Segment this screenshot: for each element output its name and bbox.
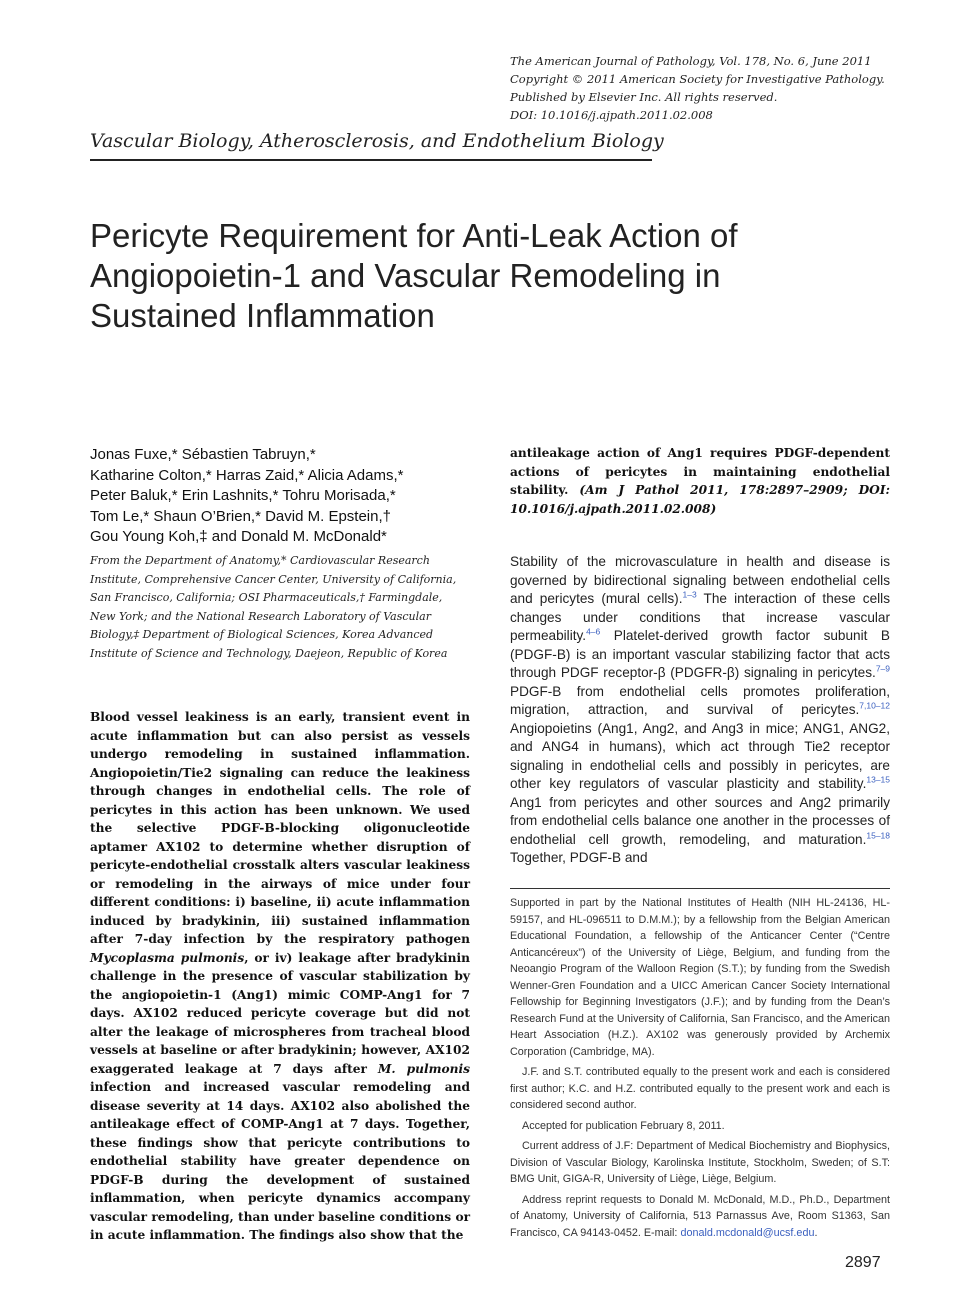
footnote-reprint [510,1192,890,1242]
affiliation-line: San Francisco, California; OSI Pharmaceuticals,† Farmingdale, [90,591,443,604]
footnote-accepted: Accepted for publication February 8, 2011. [522,1119,725,1132]
title-line: Angiopoietin-1 and Vascular Remodeling in [90,257,721,294]
reference-link[interactable]: 7,10–12 [859,700,890,711]
author-list [90,445,480,548]
page-number: 2897 [845,1254,881,1271]
reference-link[interactable]: 13–15 [866,774,890,785]
journal-line: DOI: 10.1016/j.ajpath.2011.02.008 [510,108,713,122]
author-line: Gou Young Koh,‡ and Donald M. McDonald* [90,528,387,545]
reference-link[interactable]: 7–9 [875,663,890,674]
title-line: Pericyte Requirement for Anti-Leak Action of [90,217,738,254]
introduction-paragraph [510,553,890,868]
reprint-text: Address reprint requests to Donald M. McDonald, M.D., Ph.D., Department of Anatomy, University of California, 513 Parnassus Ave, Room S1363, San Francisco, CA 94143-0452. E-mail: [510,1193,890,1239]
intro-text: The interaction of these cells changes under conditions that increase vascular permeability. [510,591,890,643]
abstract [90,708,470,1245]
affiliations [90,552,470,663]
title-line: Sustained Inflammation [90,297,435,334]
intro-text: PDGF-B from endothelial cells promotes proliferation, migration, attraction, and survival of pericytes. [510,683,890,717]
email-link[interactable]: donald.mcdonald@ucsf.edu [680,1226,815,1239]
affiliation-line: Institute of Science and Technology, Daejeon, Republic of Korea [90,646,448,660]
reference-link[interactable]: 4–6 [586,626,601,637]
affiliation-line: Biology,‡ Department of Biological Sciences, Korea Advanced [90,628,434,641]
footnote-contributions: J.F. and S.T. contributed equally to the present work and each is considered first author; K.C. and H.Z. contributed equally to the present work and each is considered second author. [510,1066,890,1111]
abstract-text: Blood vessel leakiness is an early, transient event in acute inflammation but can also persist as vessels undergo remodeling in sustained inflammation. Angiopoietin/Tie2 signaling can reduce the leakiness through changes in endothelial cells. The role of pericytes in this action has been unknown. We used the selective PDGF-B-blocking oligonucleotide aptamer AX102 to determine whether disruption of pericyte-endothelial crosstalk alters vascular leakiness or remodeling in the airways of mice under four different conditions: i) baseline, ii) acute inflammation induced by bradykinin, iii) sustained inflammation after 7-day infection by the respiratory pathogen [90,710,470,946]
affiliation-line: From the Department of Anatomy,* Cardiovascular Research [90,554,430,567]
section-heading: Vascular Biology, Atherosclerosis, and Endothelium Biology [90,130,664,152]
journal-line: Copyright © 2011 American Society for Investigative Pathology. [510,72,885,86]
intro-text: Ang1 from pericytes and other sources and Ang2 primarily from endothelial cells balance one another in the processes of endothelial cell growth, remodeling, and maturation. [510,794,890,847]
author-line: Jonas Fuxe,* Sébastien Tabruyn,* [90,446,316,463]
abstract-continuation [510,444,890,518]
intro-text: Together, PDGF-B and [510,850,648,865]
journal-line: The American Journal of Pathology, Vol. 178, No. 6, June 2011 [510,54,872,68]
abstract-text: infection and increased vascular remodeling and disease severity at 14 days. AX102 also abolished the antileakage effect of COMP-Ang1 at 7 days. Together, these findings show that pericyte contributions to endothelial stability have greater dependence on PDGF-B during the development of sustained inflammation, when pericyte dynamics accompany vascular remodeling, than under baseline conditions or in acute inflammation. The findings also show that the [90,1080,470,1242]
organism-name: M. pulmonis [377,1061,470,1076]
reference-link[interactable]: 15–18 [866,829,890,840]
affiliation-line: New York; and the National Research Laboratory of Vascular [90,609,431,623]
reference-link[interactable]: 1–3 [682,589,697,600]
footnotes [510,895,890,1245]
intro-text: Angiopoietins (Ang1, Ang2, and Ang3 in mice; ANG1, ANG2, and ANG4 in humans), which act through Tie2 receptor signaling in endothelial cells and possibly in pericytes, are other key regulators of vascular plasticity and stability. [510,720,890,791]
author-line: Peter Baluk,* Erin Lashnits,* Tohru Morisada,* [90,487,396,504]
intro-text: Platelet-derived growth factor subunit B (PDGF-B) is an important vascular stabilizing factor that acts through PDGF receptor-β (PDGFR-β) signaling in pericytes. [510,628,890,680]
affiliation-line: Institute, Comprehensive Cancer Center, University of California, [90,572,457,586]
author-line: Tom Le,* Shaun O’Brien,* David M. Epstein,† [90,507,391,525]
footnote-support: Supported in part by the National Institutes of Health (NIH HL-24136, HL-59157, and HL-096511 to D.M.M.); by a fellowship from the Belgian American Educational Foundation, a fellowship of the Anticancer Center (“Centre Anticancéreux”) of the University of Liège, Belgium, and funding from the Neoangio Program of the Walloon Region (S.T.); by funding from the Swedish Wenner-Gren Foundation and a UICC American Cancer Society International Fellowship for Beginning Investigators (J.F.); and by funding from the Dean’s Research Fund at the University of California, San Francisco, and the American Heart Association (H.Z.). AX102 was generously provided by Archemix Corporation (Cambridge, MA). [510,897,890,1058]
article-title [90,216,890,336]
footnote-current-address: Current address of J.F: Department of Medical Biochemistry and Biophysics, Division of Vascular Biology, Karolinska Institute, Stockholm, Sweden; of S.T: BMG Unit, GIGA-R, University of Liège, Liège, Belgium. [510,1140,890,1185]
journal-line: Published by Elsevier Inc. All rights reserved. [510,90,778,104]
journal-citation [510,52,910,124]
abstract-text: antileakage action of Ang1 requires PDGF-dependent actions of pericytes in maintaining endothelial stability. [510,446,890,497]
intro-text: Stability of the microvasculature in health and disease is governed by bidirectional signaling between endothelial cells and pericytes (mural cells). [510,554,890,606]
author-line: Katharine Colton,* Harras Zaid,* Alicia Adams,* [90,466,404,484]
abstract-citation: (Am J Pathol 2011, 178:2897–2909; DOI: 10.1016/j.ajpath.2011.02.008) [510,483,890,516]
organism-name: Mycoplasma pulmonis [90,950,245,965]
footnote-rule [510,888,890,889]
section-rule [90,159,652,161]
abstract-text: , or iv) leakage after bradykinin challenge in the presence of vascular stabilization by the angiopoietin-1 (Ang1) mimic COMP-Ang1 for 7 days. AX102 reduced pericyte coverage but did not alter the leakage of microspheres from tracheal blood vessels at baseline or after bradykinin; however, AX102 exaggerated leakage at 7 days after [90,950,470,1076]
reprint-end: . [814,1226,818,1239]
